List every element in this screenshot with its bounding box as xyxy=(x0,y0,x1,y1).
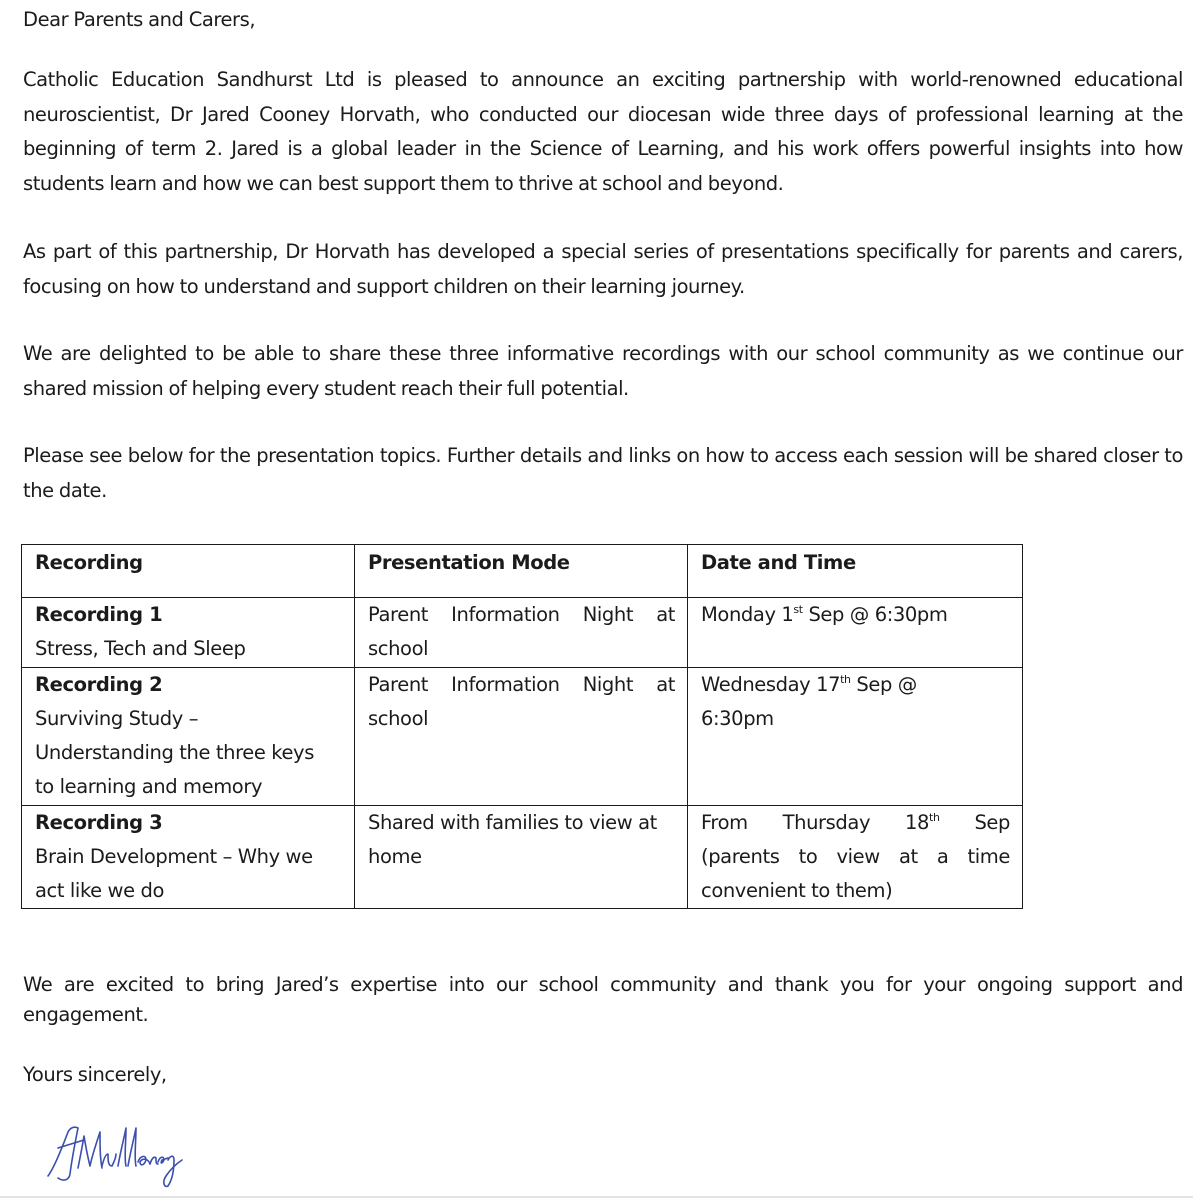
signoff: Yours sincerely, xyxy=(23,1063,167,1086)
table-header-row xyxy=(22,545,1023,598)
header-presentation-mode: Presentation Mode xyxy=(355,545,688,598)
recording-cell: Recording 2 Surviving Study – Understanding the three keys to learning and memory xyxy=(22,668,355,806)
recording-title: Recording 2 xyxy=(35,673,163,696)
date-cell: Monday 1st Sep @ 6:30pm xyxy=(688,598,1023,668)
greeting: Dear Parents and Carers, xyxy=(23,8,256,31)
recording-cell: Recording 3 Brain Development – Why we act like we do xyxy=(22,806,355,909)
date-cell: From Thursday 18th Sep (parents to view at a time convenient to them) xyxy=(688,806,1023,909)
paragraph-topics-intro: Please see below for the presentation topics. Further details and links on how to access each session will be shared closer to the date. xyxy=(23,444,1183,502)
handwritten-signature xyxy=(44,1118,194,1190)
recording-topic: Stress, Tech and Sleep xyxy=(35,637,246,660)
page-bottom-edge xyxy=(0,1196,1193,1198)
paragraph-recordings: We are delighted to be able to share these three informative recordings with our school community as we continue our shared mission of helping every student reach their full potential. xyxy=(23,342,1183,400)
recording-cell xyxy=(22,598,355,668)
date-cell: Wednesday 17th Sep @ 6:30pm xyxy=(688,668,1023,806)
recording-title: Recording 3 xyxy=(35,811,163,834)
paragraph-partnership: Catholic Education Sandhurst Ltd is pleased to announce an exciting partnership with world-renowned educational neuroscientist, Dr Jared Cooney Horvath, who conducted our diocesan wide three days of professional learning at the beginning of term 2. Jared is a global leader in the Science of Learning, and his work offers powerful insights into how students learn and how we can best support them to thrive at school and beyond. xyxy=(23,68,1183,195)
mode-cell: Shared with families to view at home xyxy=(355,806,688,909)
table-row xyxy=(22,806,1023,909)
table-row xyxy=(22,668,1023,806)
closing-paragraph: We are excited to bring Jared’s expertise into our school community and thank you for your ongoing support and engagement. xyxy=(23,973,1183,1026)
paragraph-presentations: As part of this partnership, Dr Horvath has developed a special series of presentations specifically for parents and carers, focusing on how to understand and support children on their learning journey. xyxy=(23,240,1183,298)
recording-title: Recording 1 xyxy=(35,603,163,626)
presentation-table xyxy=(21,544,1023,909)
table-row xyxy=(22,598,1023,668)
mode-cell: Parent Information Night at school xyxy=(355,598,688,668)
header-recording: Recording xyxy=(22,545,355,598)
header-date-and-time: Date and Time xyxy=(688,545,1023,598)
mode-cell: Parent Information Night at school xyxy=(355,668,688,806)
